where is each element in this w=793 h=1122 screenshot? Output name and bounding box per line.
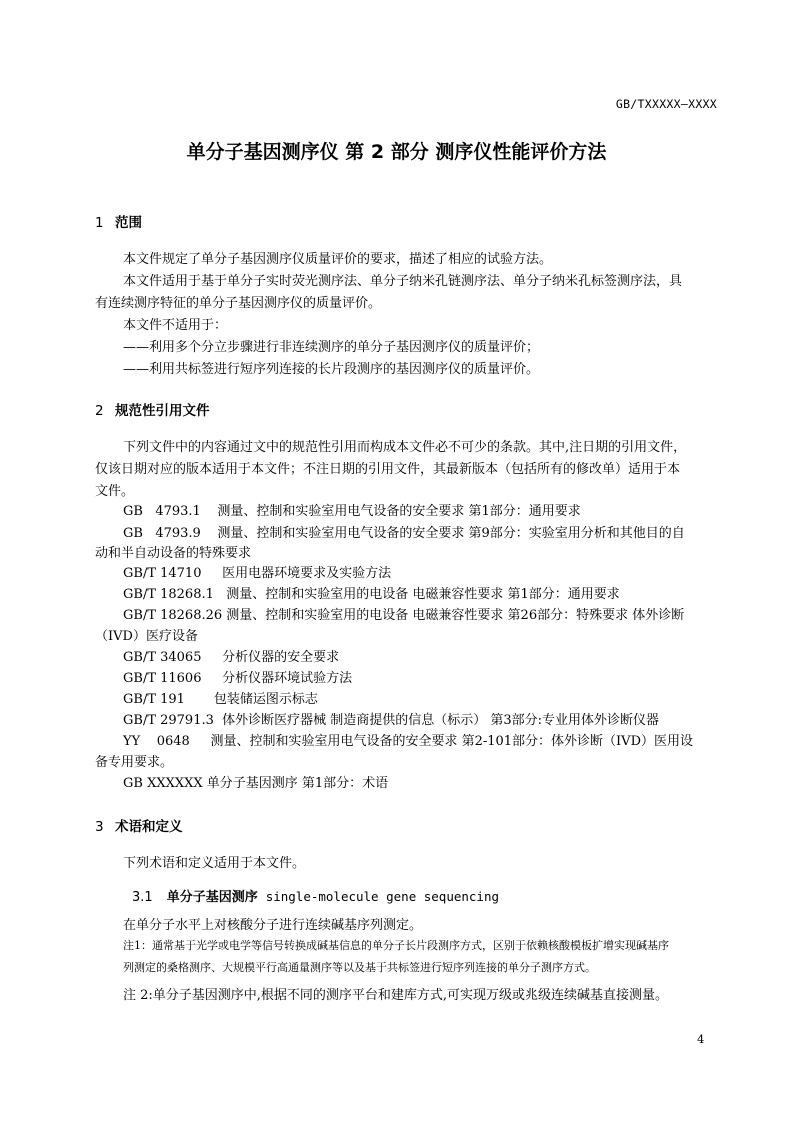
document-code: GB/TXXXXX—XXXX: [615, 97, 717, 111]
scope-paragraph-2-line-1: 本文件适用于基于单分子实时荧光测序法、单分子纳米孔链测序法、单分子纳米孔标签测序法，具: [123, 274, 683, 289]
term-note-2: 注 2:单分子基因测序中,根据不同的测序平台和建库方式,可实现万级或兆级连续碱基直接测量。: [123, 988, 669, 1003]
reference-item-continuation: 备专用要求。: [95, 755, 174, 770]
section-2-heading: [95, 399, 210, 419]
term-chinese: 单分子基因测序: [166, 890, 258, 905]
reference-item: GB 4793.9 测量、控制和实验室用电气设备的安全要求 第9部分：实验室用分析和其他目的自: [123, 526, 685, 541]
reference-item: GB/T 14710 医用电器环境要求及实验方法: [123, 566, 392, 581]
term-heading: [132, 886, 499, 905]
page-number: 4: [697, 1032, 705, 1046]
term-definition: 在单分子水平上对核酸分子进行连续碱基序列测定。: [123, 918, 423, 933]
section-number: 3: [95, 819, 104, 835]
section-number: 2: [95, 403, 104, 419]
reference-item: YY 0648 测量、控制和实验室用电气设备的安全要求 第2-101部分：体外诊断（IVD）医用设: [123, 734, 693, 749]
term-note-1-line-1: 注1：通常基于光学或电学等信号转换成碱基信息的单分子长片段测序方式，区别于依赖核酸模板扩增实现碱基序: [123, 939, 669, 952]
references-intro-line-3: 文件。: [95, 484, 135, 499]
reference-item: GB/T 18268.26 测量、控制和实验室用的电设备 电磁兼容性要求 第26部分：特殊要求 体外诊断: [123, 608, 685, 623]
reference-item: GB/T 11606 分析仪器环境试验方法: [123, 671, 353, 686]
page-title: 单分子基因测序仪 第 2 部分 测序仪性能评价方法: [186, 141, 607, 163]
reference-item: GB/T 18268.1 测量、控制和实验室用的电设备 电磁兼容性要求 第1部分：通用要求: [123, 587, 620, 602]
scope-paragraph-2-line-2: 有连续测序特征的单分子基因测序仪的质量评价。: [95, 296, 382, 311]
exclusion-item-1: ——利用多个分立步骤进行非连续测序的单分子基因测序仪的质量评价；: [123, 340, 540, 355]
scope-paragraph-3: 本文件不适用于：: [123, 318, 228, 333]
term-english: single-molecule gene sequencing: [265, 889, 499, 904]
reference-item: GB XXXXXX 单分子基因测序 第1部分：术语: [123, 776, 389, 791]
section-title: 术语和定义: [115, 819, 183, 835]
section-title: 规范性引用文件: [115, 403, 210, 419]
term-note-1-line-2: 列测定的桑格测序、大规模平行高通量测序等以及基于共标签进行短序列连接的单分子测序方式。: [123, 961, 596, 974]
reference-item: GB/T 34065 分析仪器的安全要求: [123, 650, 340, 665]
section-3-heading: [95, 815, 183, 835]
section-1-heading: [95, 211, 142, 231]
reference-item: GB/T 29791.3 体外诊断医疗器械 制造商提供的信息（标示） 第3部分:专业用体外诊断仪器: [123, 713, 660, 728]
references-intro-line-2: 仅该日期对应的版本适用于本文件；不注日期的引用文件，其最新版本（包括所有的修改单）适用于本: [95, 462, 681, 477]
scope-paragraph-1: 本文件规定了单分子基因测序仪质量评价的要求，描述了相应的试验方法。: [123, 252, 553, 267]
section-title: 范围: [115, 215, 142, 231]
reference-item-continuation: 动和半自动设备的特殊要求: [95, 546, 252, 561]
references-intro-line-1: 下列文件中的内容通过文中的规范性引用而构成本文件必不可少的条款。其中,注日期的引用文件，: [123, 440, 687, 455]
exclusion-item-2: ——利用共标签进行短序列连接的长片段测序的基因测序仪的质量评价。: [123, 362, 540, 377]
reference-item: GB/T 191 包装储运图示标志: [123, 692, 318, 707]
section-number: 1: [95, 215, 104, 231]
term-number: 3.1: [132, 890, 153, 905]
reference-item: GB 4793.1 测量、控制和实验室用电气设备的安全要求 第1部分：通用要求: [123, 504, 581, 519]
reference-item-continuation: （IVD）医疗设备: [95, 629, 198, 644]
terms-intro: 下列术语和定义适用于本文件。: [123, 856, 306, 871]
